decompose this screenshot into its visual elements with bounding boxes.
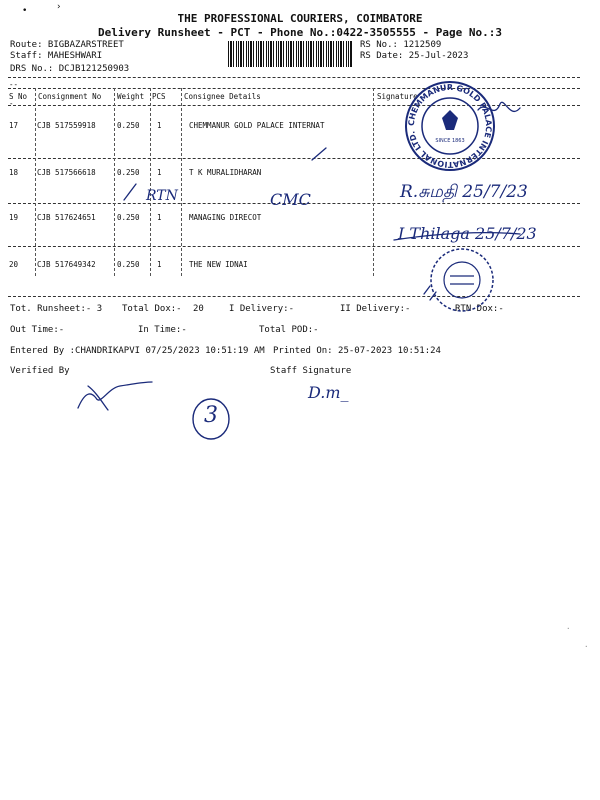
speck-mark: •: [22, 6, 28, 16]
runsheet-subtitle: Delivery Runsheet - PCT - Phone No.:0422-3505555 - Page No.:3: [98, 26, 502, 39]
drs-number: DRS No.: DCJB121250903: [10, 64, 130, 74]
verified-by: Verified By: [10, 366, 70, 376]
entered-by: Entered By :CHANDRIKAPVI 07/25/2023 10:51:19 AM: [10, 346, 265, 356]
rs-date: RS Date: 25-Jul-2023: [360, 51, 469, 61]
stamp-since: SINCE 1863: [435, 138, 465, 144]
header-dash-mark: --: [9, 80, 19, 89]
speck-mark: ›: [56, 2, 62, 12]
scan-speck: .: [584, 640, 589, 649]
col-header-consignee: Consignee Details: [184, 92, 261, 101]
row-17-sno: 17: [9, 121, 19, 130]
ii-delivery: II Delivery:-: [340, 304, 411, 314]
col-header-sno: S No: [9, 92, 28, 101]
row-20-consignee: THE NEW IDNAI: [189, 260, 248, 269]
rtn-dox: RTN Dox:-: [455, 304, 504, 314]
row-17-weight: 0.250: [117, 121, 140, 130]
route-label: Route: BIGBAZARSTREET: [10, 40, 124, 50]
row-17-consignment: CJB 517559918: [37, 121, 96, 130]
handwritten-cmc: CMC: [270, 190, 311, 209]
row-19-sno: 19: [9, 213, 19, 222]
total-runsheet: Tot. Runsheet:- 3: [10, 304, 103, 314]
staff-label: Staff: MAHESHWARI: [10, 51, 103, 61]
staff-handwritten-signature: D.m_: [308, 383, 349, 402]
row-17-pcs: 1: [157, 121, 162, 130]
stamp-ring-text: CHEMMANUR GOLD PALACE INTERNATIONAL LTD.: [406, 82, 494, 170]
row-19-pcs: 1: [157, 213, 162, 222]
scan-speck: .: [566, 622, 571, 631]
rs-number: RS No.: 1212509: [360, 40, 442, 50]
row-18-sno: 18: [9, 168, 19, 177]
i-delivery: I Delivery:-: [229, 304, 295, 314]
handwritten-signature-row19: I Thilaga 25/7/23: [398, 224, 537, 243]
col-header-pcs: PCS: [152, 92, 166, 101]
row-19-weight: 0.250: [117, 213, 140, 222]
row-18-consignee: T K MURALIDHARAN: [189, 168, 262, 177]
in-time: In Time:-: [138, 325, 187, 335]
row-17-consignee: CHEMMANUR GOLD PALACE INTERNAT: [189, 121, 325, 130]
row-18-consignment: CJB 517566618: [37, 168, 96, 177]
total-dox-label: Total Dox:-: [122, 304, 182, 314]
staff-signature-label: Staff Signature: [270, 366, 352, 376]
circled-page-number: 3: [204, 403, 218, 428]
total-dox-value: 20: [193, 304, 204, 314]
row-20-weight: 0.250: [117, 260, 140, 269]
row-19-consignee: MANAGING DIRECOT: [189, 213, 262, 222]
total-pod: Total POD:-: [259, 325, 319, 335]
handwritten-signature-row18: R.சுமதி 25/7/23: [400, 182, 528, 202]
row-20-consignment: CJB 517649342: [37, 260, 96, 269]
company-title: THE PROFESSIONAL COURIERS, COIMBATORE: [177, 12, 423, 25]
header-dash-mark: -: [9, 99, 14, 108]
printed-on: Printed On: 25-07-2023 10:51:24: [273, 346, 441, 356]
handwritten-rtn: RTN: [146, 188, 178, 204]
row-18-pcs: 1: [157, 168, 162, 177]
row-18-weight: 0.250: [117, 168, 140, 177]
col-header-consignment: Consignment No: [38, 92, 102, 101]
out-time: Out Time:-: [10, 325, 65, 335]
row-19-consignment: CJB 517624651: [37, 213, 96, 222]
row-20-pcs: 1: [157, 260, 162, 269]
col-header-weight: Weight: [117, 92, 145, 101]
row-20-sno: 20: [9, 260, 19, 269]
col-header-signature: Signature: [377, 92, 418, 101]
